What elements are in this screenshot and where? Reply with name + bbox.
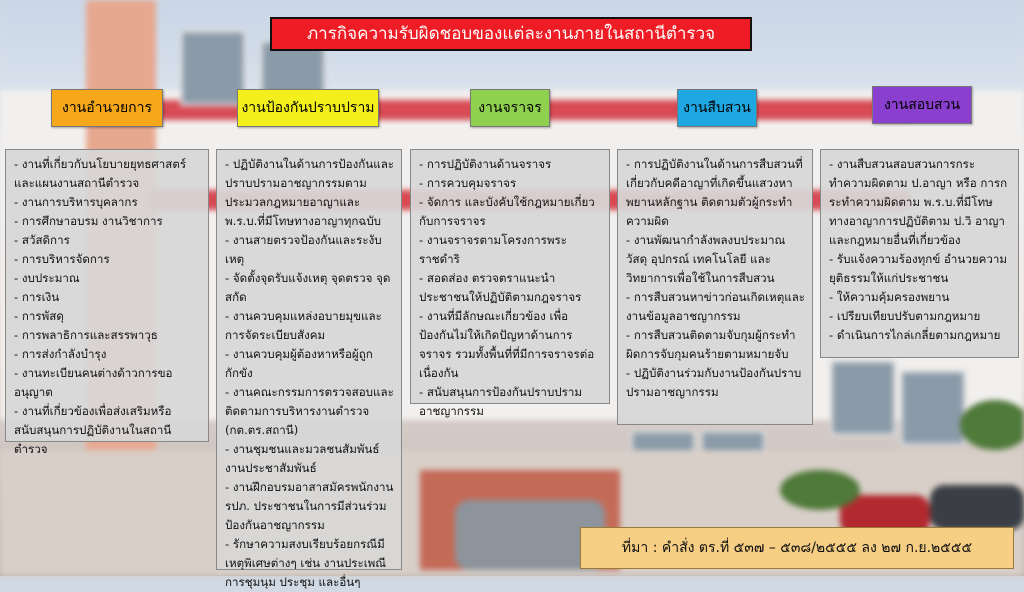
list-item: - งานควบคุมแหล่งอบายมุขและการจัดระเบียบสังคม <box>225 309 382 342</box>
list-item: - งานที่เกี่ยวกับนโยบายยุทธศาสตร์และแผนงานสถานีตำรวจ <box>14 157 187 190</box>
list-item: - งบประมาณ <box>14 271 80 285</box>
list-item: - รักษาความสงบเรียบร้อยกรณีมีเหตุพิเศษต่างๆ เช่น งานประเพณี การชุมนุม ประชุม และอื่นๆ <box>225 537 387 589</box>
list-item: - การส่งกำลังบำรุง <box>14 347 107 361</box>
list-item: - งานทะเบียนคนต่างด้าวการขออนุญาต <box>14 366 173 399</box>
list-item: - การศึกษาอบรม งานวิชาการ <box>14 214 163 228</box>
list-item: - ปฏิบัติงานในด้านการป้องกันและปราบปรามอาชญากรรมตามประมวลกฎหมายอาญาและ พ.ร.บ.ที่มีโทษทางอาญาทุกฉบับ <box>225 157 395 228</box>
list-item: - ให้ความคุ้มครองพยาน <box>829 290 950 304</box>
list-item: - การปฏิบัติงานด้านจราจร <box>419 157 552 171</box>
inquiry-duties-list <box>820 149 1019 358</box>
source-citation: ที่มา : คำสั่ง ตร.ที่ ๕๓๗ – ๕๓๘/๒๕๕๕ ลง ๒๗ ก.ย.๒๕๕๕ <box>580 527 1014 569</box>
list-item: - งานพัฒนากำลังพลงบประมาณวัสดุ อุปกรณ์ เทคโนโลยี และวิทยาการเพื่อใช้ในการสืบสวน <box>626 233 786 285</box>
list-item: - งานคณะกรรมการตรวจสอบและติดตามการบริหารงานตำรวจ (กต.ตร.สถานี) <box>225 385 394 437</box>
list-item: - งานจราจรตามโครงการพระราชดำริ <box>419 233 567 266</box>
list-item: - การเงิน <box>14 290 60 304</box>
header-investigation: งานสืบสวน <box>677 89 757 127</box>
page-title: ภารกิจความรับผิดชอบของแต่ละงานภายในสถานีตำรวจ <box>270 17 752 51</box>
list-item: - เปรียบเทียบปรับตามกฎหมาย <box>829 309 981 323</box>
list-item: - สอดส่อง ตรวจตราแนะนำประชาชนให้ปฏิบัติตามกฎจราจร <box>419 271 582 304</box>
crime-prevention-duties-list <box>216 149 402 589</box>
list-item: - งานที่เกี่ยวข้องเพื่อส่งเสริมหรือสนับสนุนการปฏิบัติงานในสถานีตำรวจ <box>14 404 172 456</box>
list-item: - สนับสนุนการป้องกันปราบปรามอาชญากรรม <box>419 385 583 418</box>
traffic-duties-list <box>410 149 610 418</box>
list-item: - รับแจ้งความร้องทุกข์ อำนวยความยุติธรรมให้แก่ประชาชน <box>829 252 1008 285</box>
list-item: - งานสืบสวนสอบสวนการกระทำความผิดตาม ป.อาญา หรือ การกระทำความผิดตาม พ.ร.บ.ที่มีโทษทางอาญาการปฏิบัติตาม ป.วิ อาญา และกฎหมายอื่นที่เกี่ยวข้อง <box>829 157 1008 247</box>
list-item: - การพัสดุ <box>14 309 64 323</box>
list-item: - การสืบสวนติดตามจับกุมผู้กระทำผิดการจับกุมคนร้ายตามหมายจับ <box>626 328 796 361</box>
header-administration: งานอำนวยการ <box>51 89 163 127</box>
header-traffic: งานจราจร <box>470 89 550 127</box>
list-item: - การพลาธิการและสรรพาวุธ <box>14 328 158 342</box>
list-item: - จัดการ และบังคับใช้กฎหมายเกี่ยวกับการจราจร <box>419 195 595 228</box>
list-item: - งานสายตรวจป้องกันและระงับเหตุ <box>225 233 382 266</box>
list-item: - งานที่มีลักษณะเกี่ยวข้อง เพื่อป้องกันไม่ให้เกิดปัญหาด้านการจราจร รวมทั้งพื้นที่ที่มีการจราจรต่อเนื่องกัน <box>419 309 595 380</box>
list-item: - งานชุมชนและมวลชนสัมพันธ์งานประชาสัมพันธ์ <box>225 442 380 475</box>
list-item: - การควบคุมจราจร <box>419 176 517 190</box>
list-item: - สวัสดิการ <box>14 233 70 247</box>
investigation-duties-list <box>617 149 813 425</box>
list-item: - การบริหารจัดการ <box>14 252 110 266</box>
list-item: - จัดตั้งจุดรับแจ้งเหตุ จุดตรวจ จุดสกัด <box>225 271 391 304</box>
header-crime-prevention: งานป้องกันปราบปราม <box>237 89 379 127</box>
list-item: - ปฏิบัติงานร่วมกับงานป้องกันปราบปรามอาชญากรรม <box>626 366 802 399</box>
list-item: - งานการบริหารบุคลากร <box>14 195 138 209</box>
administration-duties-list <box>5 149 209 456</box>
list-item: - การปฏิบัติงานในด้านการสืบสวนที่เกี่ยวกับคดีอาญาที่เกิดขึ้นแสวงหาพยานหลักฐาน ติดตามตัวผู้กระทำความผิด <box>626 157 803 228</box>
list-item: - การสืบสวนหาข่าวก่อนเกิดเหตุและงานข้อมูลอาชญากรรม <box>626 290 806 323</box>
list-item: - งานควบคุมผู้ต้องหาหรือผู้ถูกกักขัง <box>225 347 373 380</box>
list-item: - งานฝึกอบรมอาสาสมัครพนักงาน รปภ. ประชาชนในการมีส่วนร่วมป้องกันอาชญากรรม <box>225 480 394 532</box>
header-inquiry: งานสอบสวน <box>872 86 972 124</box>
list-item: - ดำเนินการไกล่เกลี่ยตามกฎหมาย <box>829 328 1001 342</box>
